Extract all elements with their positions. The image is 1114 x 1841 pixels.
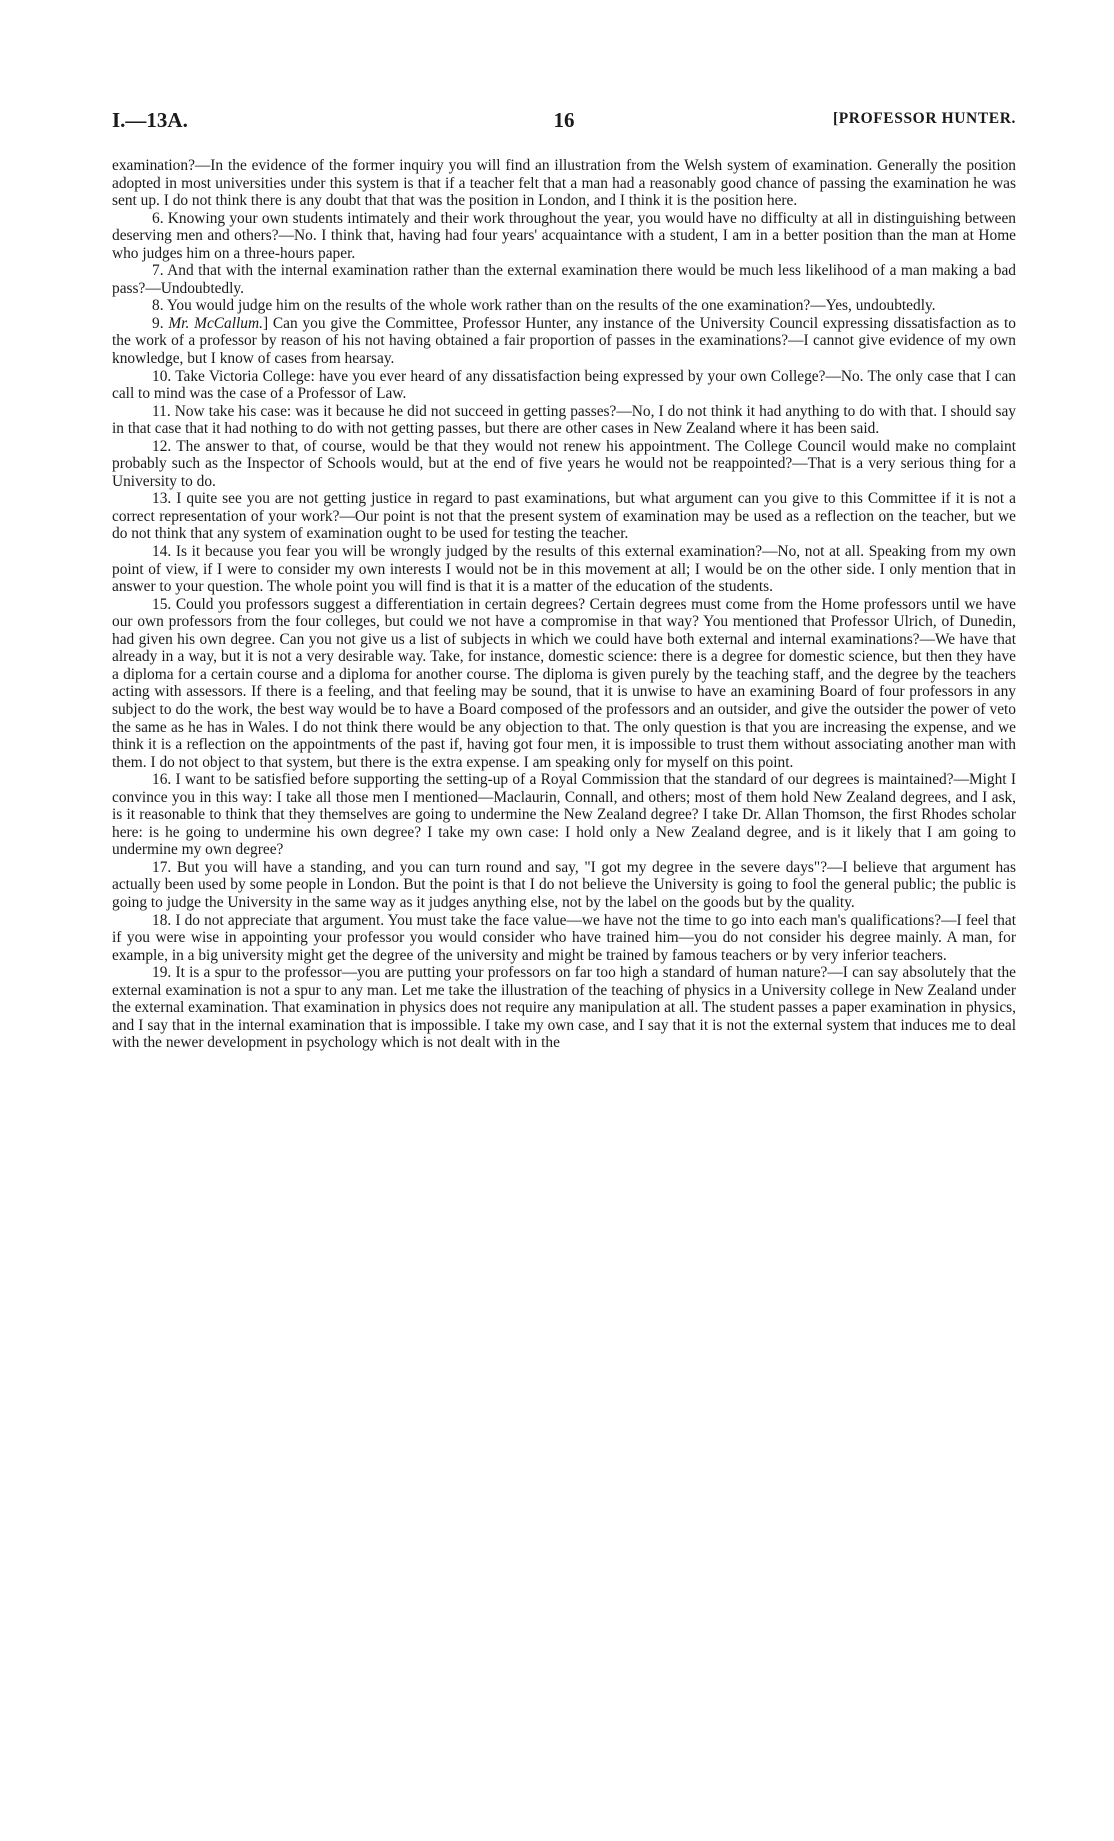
question-15 (112, 596, 1016, 771)
paragraph-text: 12. The answer to that, of course, would be that they would not renew his appointment. The College Council would make no complaint probably such as the Inspector of Schools would, but at the end of five years he would not be reappointed?—That is a very serious thing for a University to do. (112, 437, 1016, 490)
paragraph-text: 17. But you will have a standing, and you can turn round and say, "I got my degree in the severe days"?—I believe that argument has actually been used by some people in London. But the point is that I do not believe the University is going to fool the general public; the public is going to judge the University in the same way as it judges anything else, not by the label on the goods but by the quality. (112, 858, 1016, 911)
paragraph-text: 14. Is it because you fear you will be wrongly judged by the results of this external examination?—No, not at all. Speaking from my own point of view, if I were to consider my own interests I would not be in this movement at all; I would be on the other side. I only mention that in answer to your question. The whole point you will find is that it is a matter of the education of the students. (112, 543, 1016, 596)
question-13 (112, 490, 1016, 543)
witness-name: [PROFESSOR HUNTER. (832, 110, 1016, 127)
question-16 (112, 771, 1016, 859)
paragraph-text: 8. You would judge him on the results of the whole work rather than on the results of the one examination?—Yes, undoubtedly. (152, 297, 936, 315)
question-14 (112, 543, 1016, 596)
paragraph-text: 11. Now take his case: was it because he did not succeed in getting passes?—No, I do not think it had anything to do with that. I should say in that case that it had nothing to do with not getting passes, but there are other cases in New Zealand where it has been said. (112, 402, 1016, 438)
page-number: 16 (553, 108, 575, 132)
paragraph-text: 13. I quite see you are not getting justice in regard to past examinations, but what argument can you give to this Committee if it is not a correct representation of your work?—Our point is not that the present system of examination may be used as a reflection on the teacher, but we do not think that any system of examination ought to be used for testing the teacher. (112, 490, 1016, 543)
question-17 (112, 859, 1016, 912)
question-10 (112, 368, 1016, 403)
paragraph-text: 16. I want to be satisfied before supporting the setting-up of a Royal Commission that the standard of our degrees is maintained?—Might I convince you in this way: I take all those men I mentioned—Maclaurin, Connall, and others; most of them hold New Zealand degrees, and I ask, is it reasonable to think that they themselves are going to undermine the New Zealand degree? I take Dr. Allan Thomson, the first Rhodes scholar here: is he going to undermine his own degree? I take my own case: I hold only a New Zealand degree, and is it likely that I am going to undermine my own degree? (112, 771, 1016, 859)
paragraph-text: 10. Take Victoria College: have you ever heard of any dissatisfaction being expressed by your own College?—No. The only case that I can call to mind was the case of a Professor of Law. (112, 367, 1016, 403)
paragraph-text: 19. It is a spur to the professor—you are putting your professors on far too high a standard of human nature?—I can say absolutely that the external examination is not a spur to any man. Let me take the illustration of the teaching of physics in a University college in New Zealand under the external examination. That examination in physics does not require any manipulation at all. The student passes a paper examination in physics, and I say that in the internal examination that is impossible. I take my own case, and I say that it is not the external system that induces me to deal with the newer development in psychology which is not dealt with in the (112, 964, 1016, 1052)
paragraph-text: ] Can you give the Committee, Professor Hunter, any instance of the University Council expressing dissatisfaction as to the work of a professor by reason of his not having obtained a fair proportion of passes in the examinations?—I cannot give evidence of my own knowledge, but I know of cases from hearsay. (112, 314, 1017, 368)
page-header (112, 108, 1016, 134)
question-7 (112, 262, 1016, 297)
document-reference: I.—13A. (112, 108, 188, 132)
question-12 (112, 438, 1016, 491)
question-19 (112, 964, 1016, 1052)
page-body (112, 157, 1016, 1052)
question-number: 9. (152, 314, 169, 332)
paragraph-text: examination?—In the evidence of the former inquiry you will find an illustration from the Welsh system of examination. Generally the position adopted in most universities under this system is that if a teacher felt that a man had a reasonably good chance of passing the examination he was sent up. I do not think there is any doubt that that was the position in London, and I think it is the position here. (112, 157, 1016, 210)
paragraph-continuation (112, 157, 1016, 210)
question-9 (112, 315, 1016, 368)
question-8 (112, 297, 1016, 315)
paragraph-text: 18. I do not appreciate that argument. You must take the face value—we have not the time to go into each man's qualifications?—I feel that if you were wise in appointing your professor you would consider who have trained him—you do not consider his degree mainly. A man, for example, in a big university might get the degree of the university and might be trained by famous teachers or by very inferior teachers. (112, 911, 1016, 964)
paragraph-text: 7. And that with the internal examination rather than the external examination there would be much less likelihood of a man making a bad pass?—Undoubtedly. (112, 262, 1016, 297)
paragraph-text: 6. Knowing your own students intimately and their work throughout the year, you would have no difficulty at all in distinguishing between deserving men and others?—No. I think that, having had four years' acquaintance with a student, I am in a better position than the man at Home who judges him on a three-hours paper. (112, 209, 1016, 262)
paragraph-text: 15. Could you professors suggest a differentiation in certain degrees? Certain degrees must come from the Home professors until we have our own professors from the four colleges, but could we not have a compromise in that way? You mentioned that Professor Ulrich, of Dunedin, had given his own degree. Can you not give us a list of subjects in which we could have both external and internal examinations?—We have that already in a way, but it is not a very desirable way. Take, for instance, domestic science: there is a degree for domestic science, but then they have a diploma for a certain course and a diploma for another course. The diploma is given purely by the teaching staff, and the degree by the teachers acting with assessors. If there is a feeling, and that feeling may be sound, that it is unwise to have an examining Board of four professors in any subject to do the work, the best way would be to have a Board composed of the professors and an outsider, and give the outsider the power of veto the same as he has in Wales. I do not think there would be any objection to that. The only question is that you are increasing the expense, and we think it is a reflection on the appointments of the past if, having got four men, it is impossible to trust them without associating another man with them. I do not object to that system, but there is the extra expense. I am speaking only for myself on this point. (112, 595, 1016, 771)
question-18 (112, 912, 1016, 965)
question-11 (112, 403, 1016, 438)
question-6 (112, 210, 1016, 263)
speaker-name: Mr. McCallum. (168, 314, 263, 332)
